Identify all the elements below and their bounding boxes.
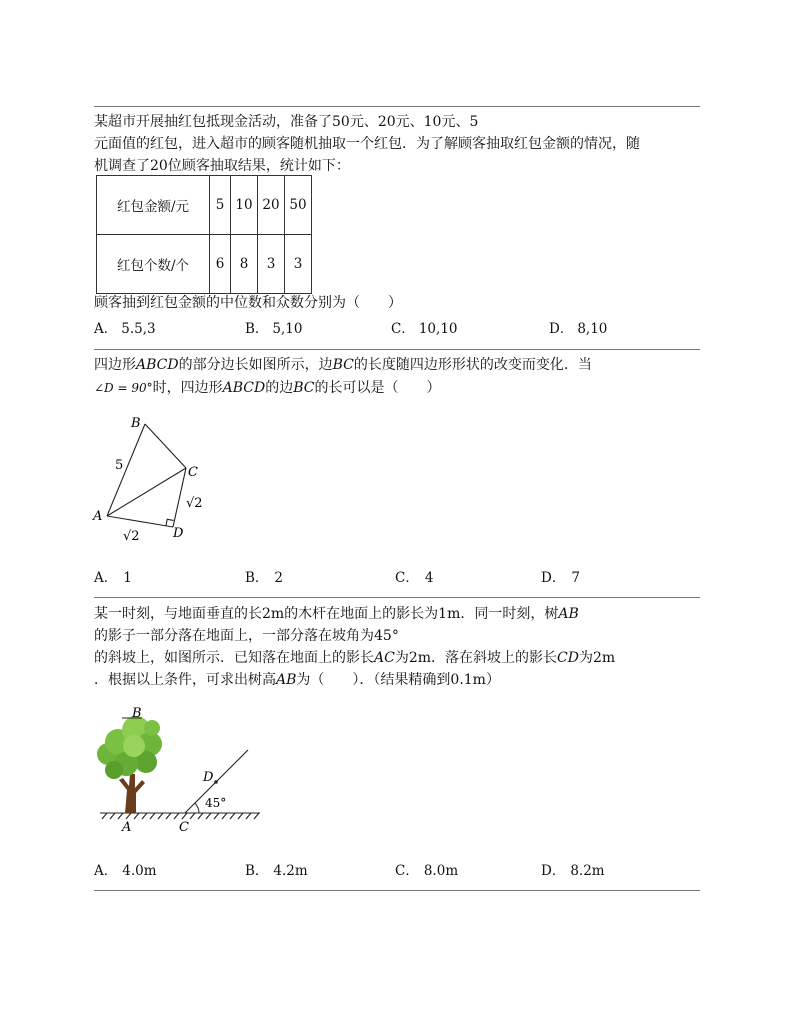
q3-option-a[interactable] [94,859,157,879]
option-text: 10,10 [418,321,458,337]
option-text: 8.0m [423,863,459,879]
quadrilateral-figure [86,408,226,548]
table-header-count: 红包个数/个 [97,235,210,294]
option-text: 1 [123,570,132,586]
divider-bottom [94,890,700,891]
q2-text: 的边 [265,380,294,396]
q3-ac: AC [374,650,395,666]
label-b: B [131,416,141,431]
table-header-amount: 红包金额/元 [97,176,210,235]
q3-text: 为2m．落在斜坡上的影长 [394,650,558,666]
label-d: D [203,770,214,785]
label-angle: 45° [205,796,227,810]
table-cell: 50 [285,176,312,235]
option-letter: A． [94,321,118,337]
divider-q1-q2 [94,349,700,350]
angle-arc [195,803,199,813]
point-d [214,780,218,784]
q3-option-b[interactable] [245,859,308,879]
tree-slope-figure [90,700,270,840]
label-a: A [93,509,103,524]
label-ad-length: √2 [123,529,140,544]
q1-option-d[interactable] [549,317,607,337]
table-cell: 6 [210,235,231,294]
q2-bc: BC [293,380,315,396]
q3-option-d[interactable] [541,859,605,879]
q2-option-d[interactable] [541,566,580,586]
q2-text: 的长可以是（ ） [314,380,441,396]
q1-option-c[interactable] [391,317,458,337]
q1-line-3: 机调查了20位顾客抽取结果，统计如下： [94,158,350,174]
option-text: 2 [274,570,284,586]
q1-question: 顾客抽到红包金额的中位数和众数分别为（ ） [94,295,402,311]
q2-line-1 [94,356,592,374]
label-d: D [173,526,184,541]
q3-text: 的斜坡上，如图所示．已知落在地面上的影长 [94,650,374,666]
table-cell: 8 [231,235,258,294]
table-row [97,235,312,294]
option-text: 4 [424,570,434,586]
q3-text: 为2m [578,650,616,666]
q3-line-3 [94,649,615,667]
divider-top [94,106,700,107]
table-row [97,176,312,235]
option-letter: C． [395,863,419,879]
edge-ad [107,516,173,527]
option-text: 4.0m [122,863,157,879]
option-letter: B． [245,321,269,337]
label-cd-length: √2 [186,496,203,511]
table-cell: 5 [210,176,231,235]
q2-bc: BC [332,357,354,373]
q2-text: 四边形 [94,357,136,373]
option-text: 8,10 [577,321,608,337]
label-c: C [179,820,189,835]
q3-option-c[interactable] [395,859,458,879]
table-cell: 3 [285,235,312,294]
option-letter: B． [245,570,269,586]
q2-angle-d: ∠D = 90° [94,381,153,395]
q1-line-2: 元面值的红包，进入超市的顾客随机抽取一个红包．为了解顾客抽取红包金额的情况，随 [94,136,640,152]
q3-text: 某一时刻，与地面垂直的长2m的木杆在地面上的影长为1m．同一时刻，树 [94,606,559,622]
label-ab-length: 5 [115,458,124,473]
divider-q2-q3 [94,597,700,598]
label-b: B [132,706,142,721]
q1-option-a[interactable] [94,317,156,337]
ground-hatch [100,813,260,819]
q3-cd: CD [557,650,579,666]
option-letter: D． [541,863,566,879]
q2-option-a[interactable] [94,566,132,586]
label-c: C [188,465,198,480]
q3-text: ．根据以上条件，可求出树高 [94,672,276,688]
q2-option-c[interactable] [395,566,433,586]
option-text: 4.2m [273,863,308,879]
table-cell: 10 [231,176,258,235]
edge-bc [145,424,186,468]
q2-text: 的部分边长如图所示，边 [178,357,333,373]
option-letter: A． [94,863,118,879]
table-cell: 3 [258,235,285,294]
q3-line-2: 的影子一部分落在地面上，一部分落在坡角为45° [94,628,399,644]
option-text: 7 [571,570,580,586]
q2-text: 时，四边形 [152,380,223,396]
q3-ab: AB [558,606,579,622]
right-angle-mark [166,519,174,526]
q1-line-1: 某超市开展抽红包抵现金活动，准备了50元、20元、10元、5 [94,114,479,130]
q3-text: 为（ ）．（结果精确到0.1m） [296,672,500,688]
option-letter: A． [94,570,118,586]
q2-abcd: ABCD [222,380,266,396]
option-text: 8.2m [570,863,605,879]
q3-ab: AB [276,672,297,688]
option-letter: C． [391,321,415,337]
q2-line-2 [94,379,441,397]
option-text: 5,10 [272,321,303,337]
option-letter: B． [245,863,269,879]
q2-option-b[interactable] [245,566,283,586]
tree-icon [97,716,162,813]
option-letter: D． [541,570,566,586]
edge-ab [107,424,145,516]
q1-option-b[interactable] [245,317,302,337]
option-letter: D． [549,321,574,337]
q2-abcd: ABCD [136,357,179,373]
q2-text: 的长度随四边形形状的改变而变化．当 [353,357,592,373]
edge-ac [107,468,186,516]
red-packet-table [96,175,312,294]
label-a: A [122,820,132,835]
option-letter: C． [395,570,419,586]
q3-line-4 [94,671,500,689]
option-text: 5.5,3 [121,321,156,337]
edge-cd [173,468,186,527]
table-cell: 20 [258,176,285,235]
q3-line-1 [94,605,579,623]
